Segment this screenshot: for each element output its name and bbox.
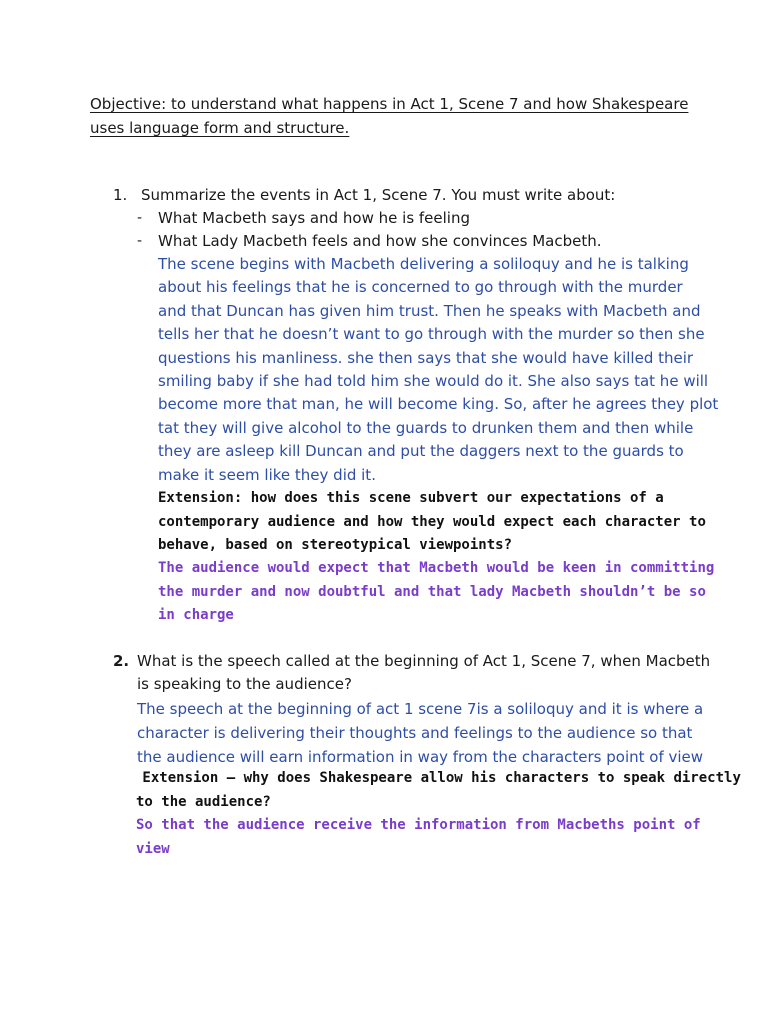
extension-line: to the audience? — [136, 793, 271, 810]
objective — [90, 92, 690, 140]
question-2-answer — [137, 697, 703, 769]
extension-answer-line: the murder and now doubtful and that lady Macbeth shouldn’t be so — [158, 583, 706, 600]
answer-line: The speech at the beginning of act 1 scene 7is a soliloquy and it is where a — [137, 700, 704, 718]
bullet-item: What Lady Macbeth feels and how she convinces Macbeth. — [158, 232, 602, 250]
extension-answer-line: The audience would expect that Macbeth would be keen in committing — [158, 560, 715, 576]
answer-line: The scene begins with Macbeth delivering a soliloquy and he is talking — [158, 255, 689, 273]
answer-line: questions his manliness. she then says that she would have killed their — [158, 348, 694, 367]
answer-line: tat they will give alcohol to the guards to drunken them and then while — [158, 418, 694, 437]
answer-line: smiling baby if she had told him she would do it. She also says tat he will — [158, 372, 709, 391]
answer-line: they are asleep kill Duncan and put the daggers next to the guards to — [158, 442, 684, 461]
extension-answer-line: So that the audience receive the information from Macbeths point of — [136, 817, 701, 833]
extension-line: contemporary audience and how they would expect each character to — [158, 513, 706, 530]
answer-line: make it seem like they did it. — [158, 465, 376, 484]
answer-line: the audience will earn information in way from the characters point of view — [137, 748, 704, 766]
bullet-dash: - — [137, 210, 143, 226]
answer-line: become more that man, he will become king. So, after he agrees they plot — [158, 395, 719, 414]
question-2-number: 2. — [113, 652, 130, 670]
bullet-item: What Macbeth says and how he is feeling — [158, 209, 470, 227]
question-1-extension-answer — [158, 557, 714, 628]
answer-line: and that Duncan has given him trust. Then he speaks with Macbeth and — [158, 301, 701, 320]
question-1-answer — [158, 253, 718, 487]
prompt-line: What is the speech called at the beginning of Act 1, Scene 7, when Macbeth — [137, 652, 711, 670]
answer-line: tells her that he doesn’t want to go through with the murder so then she — [158, 325, 705, 344]
prompt-line: is speaking to the audience? — [137, 675, 352, 693]
extension-line: behave, based on stereotypical viewpoints? — [158, 537, 513, 553]
question-1-extension — [158, 487, 706, 558]
extension-answer-line: view — [136, 840, 170, 857]
extension-line: Extension – why does Shakespeare allow his characters to speak directly — [134, 770, 741, 786]
objective-line: Objective: to understand what happens in Act 1, Scene 7 and how Shakespeare — [90, 95, 689, 113]
answer-line: about his feelings that he is concerned to go through with the murder — [158, 278, 683, 297]
bullet-dash: - — [137, 233, 143, 249]
question-2-extension-answer — [136, 814, 701, 861]
question-2-extension — [134, 767, 741, 814]
extension-line: Extension: how does this scene subvert our expectations of a — [158, 490, 664, 506]
extension-answer-line: in charge — [158, 607, 234, 623]
question-1-prompt: Summarize the events in Act 1, Scene 7. You must write about: — [141, 186, 616, 204]
question-1-number: 1. — [113, 186, 128, 204]
question-2-prompt — [137, 650, 710, 696]
answer-line: character is delivering their thoughts and feelings to the audience so that — [137, 724, 693, 742]
objective-line: uses language form and structure. — [90, 119, 350, 137]
